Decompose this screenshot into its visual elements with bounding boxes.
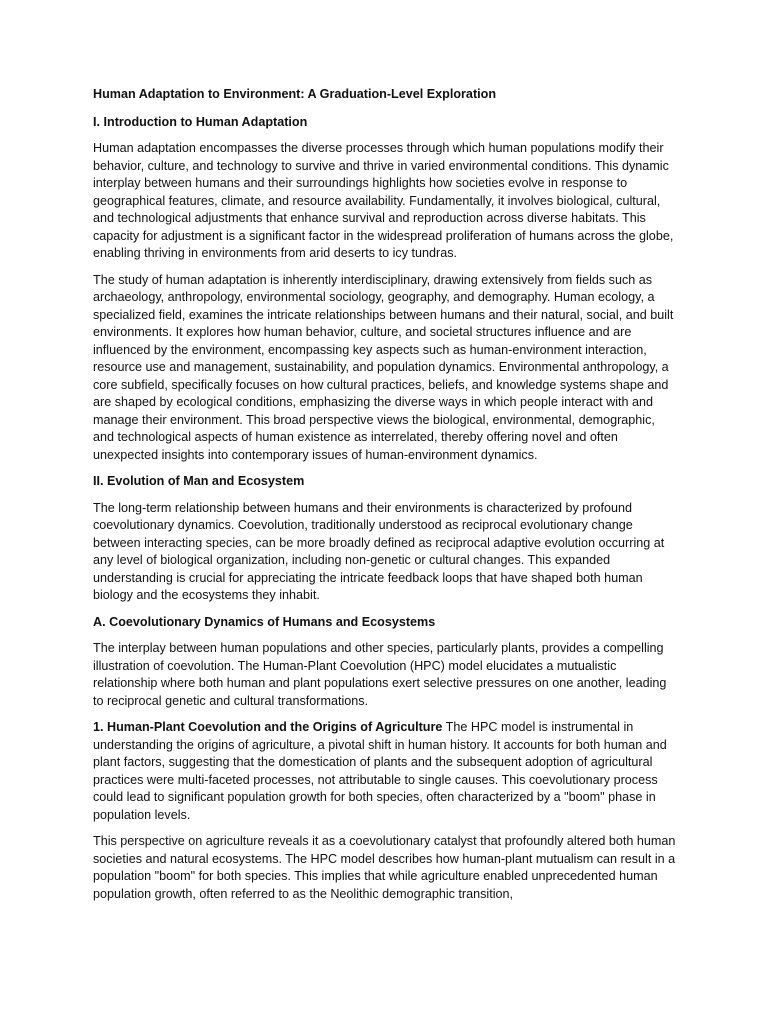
subsection-heading-coevolutionary-dynamics: A. Coevolutionary Dynamics of Humans and Ecosystems	[93, 614, 436, 629]
paragraph-lead-heading: 1. Human-Plant Coevolution and the Origins of Agriculture	[93, 720, 443, 734]
paragraph: This perspective on agriculture reveals it as a coevolutionary catalyst that profoundly altered both human societies and natural ecosystems. The HPC model describes how human-plant mutualism can result in a population "boom" for both species. This implies that while agriculture enabled unprecedented human population growth, often referred to as the Neolithic demographic transition,	[93, 834, 676, 901]
paragraph: The interplay between human populations and other species, particularly plants, provides a compelling illustration of coevolution. The Human-Plant Coevolution (HPC) model elucidates a mutualistic relationship where both human and plant populations exert selective pressures on one another, leading to reciprocal genetic and cultural transformations.	[93, 641, 667, 708]
paragraph: The study of human adaptation is inherently interdisciplinary, drawing extensively from fields such as archaeology, anthropology, environmental sociology, geography, and demography. Human ecology, a specialized field, examines the intricate relationships between humans and their natural, social, and built environments. It explores how human behavior, culture, and societal structures influence and are influenced by the environment, encompassing key aspects such as human-environment interaction, resource use and management, sustainability, and population dynamics. Environmental anthropology, a core subfield, specifically focuses on how cultural practices, beliefs, and knowledge systems shape and are shaped by ecological conditions, emphasizing the diverse ways in which people interact with and manage their environment. This broad perspective views the biological, environmental, demographic, and technological aspects of human existence as interrelated, thereby offering novel and often unexpected insights into contemporary issues of human-environment dynamics.	[93, 272, 674, 462]
paragraph-body: The HPC model is instrumental in understanding the origins of agriculture, a pivotal shift in human history. It accounts for both human and plant factors, suggesting that the domestication of plants and the subsequent adoption of agricultural practices were multi-faceted processes, not attributable to single causes. This coevolutionary process could lead to significant population growth for both species, often characterized by a "boom" phase in population levels.	[93, 720, 667, 822]
document-page	[93, 86, 678, 912]
paragraph-human-plant-coevolution	[93, 719, 678, 824]
document-title: Human Adaptation to Environment: A Graduation-Level Exploration	[93, 87, 497, 101]
section-heading-evolution: II. Evolution of Man and Ecosystem	[93, 474, 305, 488]
paragraph: The long-term relationship between humans and their environments is characterized by profound coevolutionary dynamics. Coevolution, traditionally understood as reciprocal evolutionary change between interacting species, can be more broadly defined as reciprocal adaptive evolution occurring at any level of biological organization, including non-genetic or cultural changes. This expanded understanding is crucial for appreciating the intricate feedback loops that have shaped both human biology and the ecosystems they inhabit.	[93, 500, 665, 602]
section-heading-introduction: I. Introduction to Human Adaptation	[93, 114, 308, 129]
paragraph: Human adaptation encompasses the diverse processes through which human populations modify their behavior, culture, and technology to survive and thrive in varied environmental conditions. This dynamic interplay between humans and their surroundings highlights how societies evolve in response to geographical features, climate, and resource availability. Fundamentally, it involves biological, cultural, and technological adjustments that enhance survival and reproduction across diverse habitats. This capacity for adjustment is a significant factor in the widespread proliferation of humans across the globe, enabling thriving in environments from arid deserts to icy tundras.	[93, 141, 674, 260]
